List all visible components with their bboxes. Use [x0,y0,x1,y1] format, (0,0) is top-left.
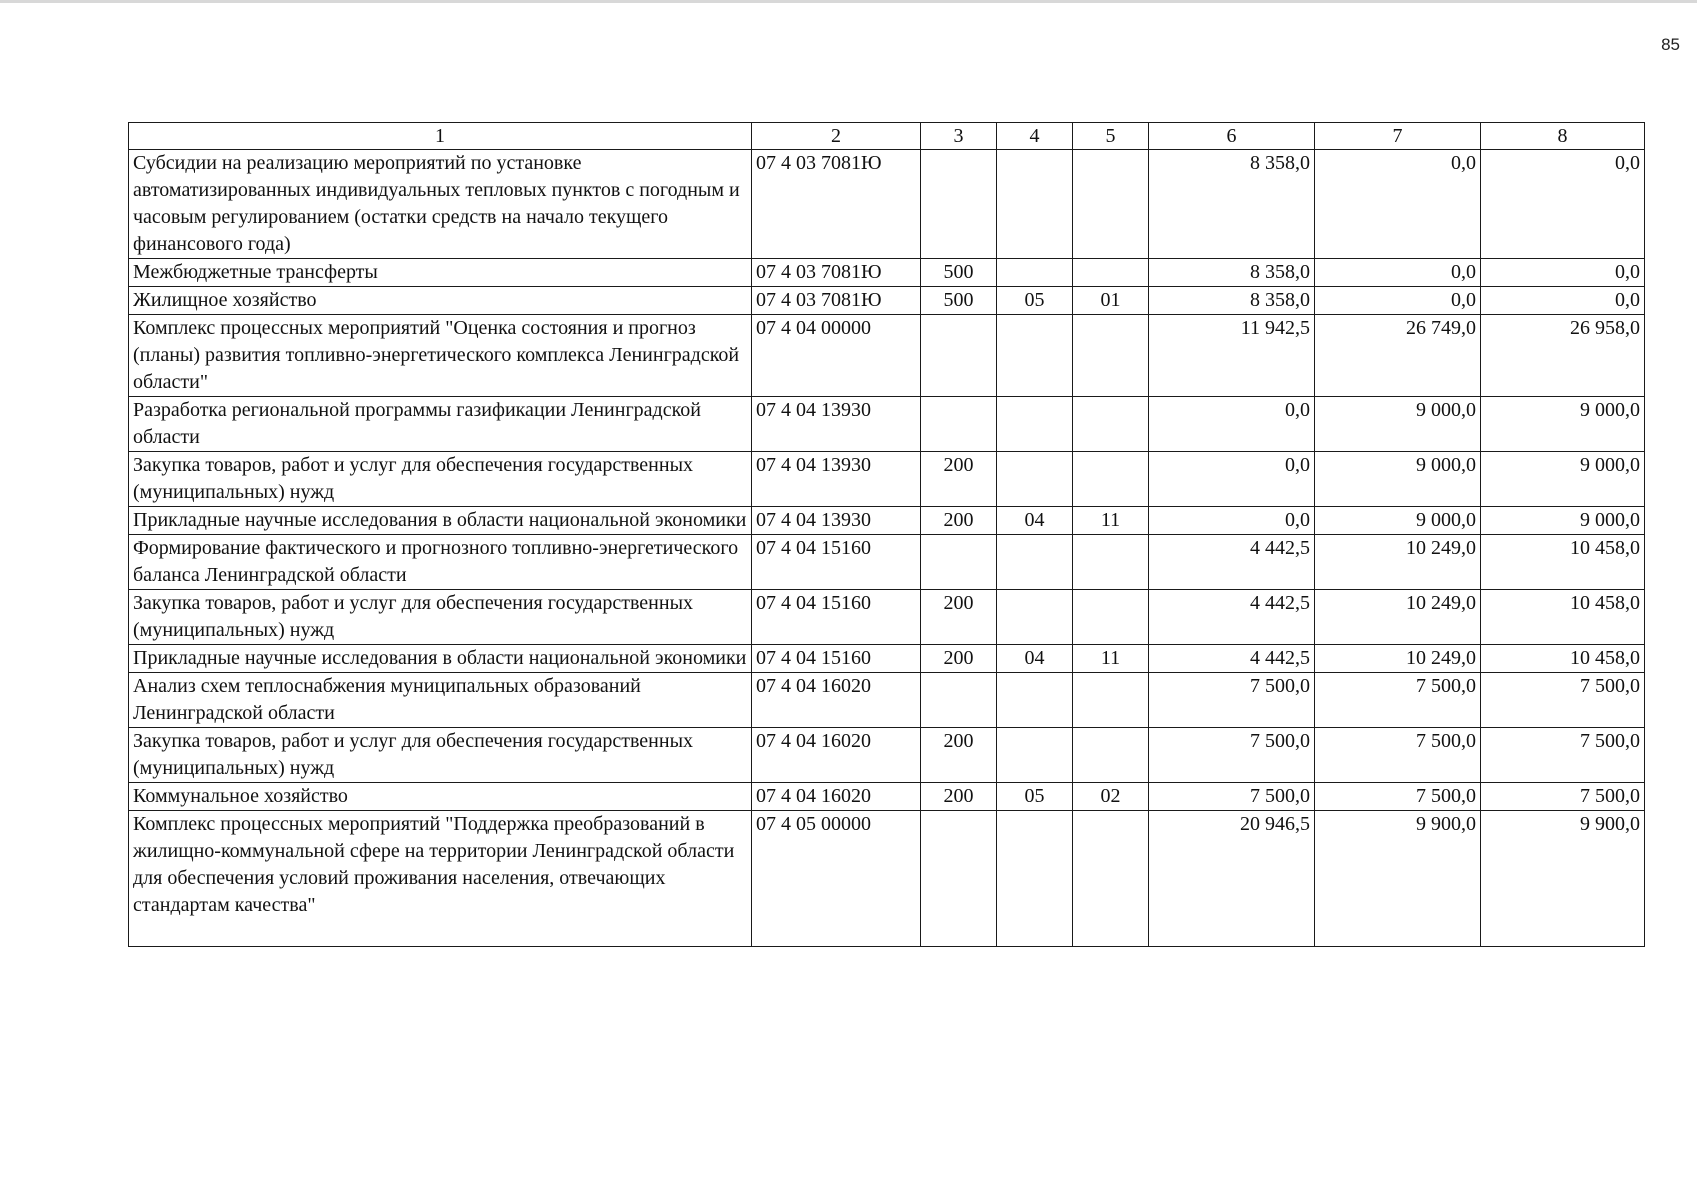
row-name-cell: Анализ схем теплоснабжения муниципальных образований Ленинградской области [129,673,752,728]
row-col4-cell: 04 [997,645,1073,673]
row-col6-value: 4 442,5 [1149,535,1315,590]
row-col4-cell [997,535,1073,590]
row-col6-value: 8 358,0 [1149,259,1315,287]
table-row [129,507,1645,535]
row-col5-cell [1073,259,1149,287]
row-col5-cell [1073,590,1149,645]
row-code-cell: 07 4 04 15160 [752,590,921,645]
column-header-5: 5 [1073,123,1149,150]
row-col4-cell: 05 [997,783,1073,811]
row-col8-value: 7 500,0 [1481,728,1645,783]
row-code-cell: 07 4 04 13930 [752,397,921,452]
row-col7-value: 9 000,0 [1315,397,1481,452]
row-col4-cell [997,315,1073,397]
row-col8-value: 0,0 [1481,259,1645,287]
row-code-cell: 07 4 03 7081Ю [752,287,921,315]
row-col7-value: 0,0 [1315,287,1481,315]
row-col7-value: 9 000,0 [1315,452,1481,507]
column-header-6: 6 [1149,123,1315,150]
row-name-cell: Субсидии на реализацию мероприятий по установке автоматизированных индивидуальных тепловых пунктов с погодным и часовым регулированием (остатки средств на начало текущего финансового года) [129,150,752,259]
row-name-cell: Прикладные научные исследования в области национальной экономики [129,507,752,535]
table-row [129,315,1645,397]
row-col8-value: 10 458,0 [1481,535,1645,590]
row-col8-value: 9 900,0 [1481,811,1645,947]
row-col4-cell [997,673,1073,728]
row-name-cell: Комплекс процессных мероприятий "Оценка состояния и прогноз (планы) развития топливно-энергетического комплекса Ленинградской области" [129,315,752,397]
row-col7-value: 10 249,0 [1315,590,1481,645]
row-code-cell: 07 4 04 00000 [752,315,921,397]
row-col4-cell [997,452,1073,507]
row-col5-cell: 01 [1073,287,1149,315]
row-col3-cell: 500 [921,287,997,315]
table-row [129,728,1645,783]
row-code-cell: 07 4 03 7081Ю [752,259,921,287]
row-col6-value: 8 358,0 [1149,287,1315,315]
row-code-cell: 07 4 04 16020 [752,783,921,811]
row-name-cell: Закупка товаров, работ и услуг для обеспечения государственных (муниципальных) нужд [129,452,752,507]
row-col7-value: 26 749,0 [1315,315,1481,397]
row-code-cell: 07 4 04 13930 [752,507,921,535]
row-code-cell: 07 4 04 15160 [752,535,921,590]
table-row [129,150,1645,259]
row-col3-cell: 500 [921,259,997,287]
row-col5-cell [1073,397,1149,452]
row-col8-value: 7 500,0 [1481,783,1645,811]
table-header-row [129,123,1645,150]
row-col3-cell [921,150,997,259]
row-col8-value: 9 000,0 [1481,507,1645,535]
row-col4-cell [997,728,1073,783]
column-header-4: 4 [997,123,1073,150]
row-name-cell: Прикладные научные исследования в области национальной экономики [129,645,752,673]
table-row [129,783,1645,811]
row-col3-cell [921,315,997,397]
page-number: 85 [1661,35,1680,54]
table-row [129,452,1645,507]
row-col3-cell [921,673,997,728]
row-code-cell: 07 4 04 16020 [752,673,921,728]
column-header-3: 3 [921,123,997,150]
row-col5-cell [1073,315,1149,397]
row-col7-value: 7 500,0 [1315,783,1481,811]
table-row [129,811,1645,947]
table-row [129,287,1645,315]
row-col3-cell: 200 [921,452,997,507]
row-col5-cell [1073,150,1149,259]
row-col7-value: 0,0 [1315,150,1481,259]
row-col4-cell [997,259,1073,287]
row-col6-value: 0,0 [1149,507,1315,535]
row-col3-cell: 200 [921,507,997,535]
row-col8-value: 7 500,0 [1481,673,1645,728]
row-col6-value: 7 500,0 [1149,783,1315,811]
row-code-cell: 07 4 05 00000 [752,811,921,947]
row-name-cell: Комплекс процессных мероприятий "Поддержка преобразований в жилищно-коммунальной сфере на территории Ленинградской области для обеспечения условий проживания населения, отвечающих стандартам качества" [129,811,752,947]
row-col3-cell: 200 [921,645,997,673]
row-col8-value: 0,0 [1481,150,1645,259]
row-col5-cell: 11 [1073,507,1149,535]
row-name-cell: Разработка региональной программы газификации Ленинградской области [129,397,752,452]
table-row [129,673,1645,728]
row-col5-cell [1073,535,1149,590]
row-col6-value: 8 358,0 [1149,150,1315,259]
row-col4-cell [997,150,1073,259]
row-col6-value: 0,0 [1149,452,1315,507]
row-col3-cell: 200 [921,783,997,811]
column-header-2: 2 [752,123,921,150]
row-col8-value: 9 000,0 [1481,452,1645,507]
row-col4-cell [997,397,1073,452]
row-col8-value: 10 458,0 [1481,590,1645,645]
table-row [129,259,1645,287]
row-col3-cell [921,811,997,947]
row-col3-cell [921,535,997,590]
column-header-7: 7 [1315,123,1481,150]
row-col6-value: 7 500,0 [1149,728,1315,783]
row-code-cell: 07 4 04 13930 [752,452,921,507]
row-col5-cell [1073,811,1149,947]
row-col7-value: 10 249,0 [1315,535,1481,590]
row-col3-cell [921,397,997,452]
row-col7-value: 9 900,0 [1315,811,1481,947]
row-col7-value: 9 000,0 [1315,507,1481,535]
row-col6-value: 4 442,5 [1149,645,1315,673]
row-col8-value: 26 958,0 [1481,315,1645,397]
row-code-cell: 07 4 03 7081Ю [752,150,921,259]
row-col6-value: 0,0 [1149,397,1315,452]
table-row [129,645,1645,673]
row-name-cell: Жилищное хозяйство [129,287,752,315]
row-col5-cell: 11 [1073,645,1149,673]
row-col5-cell [1073,728,1149,783]
row-col5-cell [1073,452,1149,507]
table-row [129,535,1645,590]
row-name-cell: Коммунальное хозяйство [129,783,752,811]
row-name-cell: Формирование фактического и прогнозного топливно-энергетического баланса Ленинградской области [129,535,752,590]
row-code-cell: 07 4 04 16020 [752,728,921,783]
row-col3-cell: 200 [921,728,997,783]
row-col3-cell: 200 [921,590,997,645]
scan-top-edge [0,0,1697,3]
row-col7-value: 0,0 [1315,259,1481,287]
row-col5-cell [1073,673,1149,728]
row-col6-value: 7 500,0 [1149,673,1315,728]
row-col4-cell: 05 [997,287,1073,315]
row-col7-value: 10 249,0 [1315,645,1481,673]
table-row [129,590,1645,645]
row-name-cell: Межбюджетные трансферты [129,259,752,287]
row-col6-value: 11 942,5 [1149,315,1315,397]
table-row [129,397,1645,452]
row-col4-cell [997,590,1073,645]
row-name-cell: Закупка товаров, работ и услуг для обеспечения государственных (муниципальных) нужд [129,728,752,783]
row-col4-cell [997,811,1073,947]
row-col7-value: 7 500,0 [1315,728,1481,783]
row-col4-cell: 04 [997,507,1073,535]
row-name-cell: Закупка товаров, работ и услуг для обеспечения государственных (муниципальных) нужд [129,590,752,645]
row-col6-value: 4 442,5 [1149,590,1315,645]
row-col8-value: 0,0 [1481,287,1645,315]
row-col8-value: 10 458,0 [1481,645,1645,673]
row-col8-value: 9 000,0 [1481,397,1645,452]
row-col5-cell: 02 [1073,783,1149,811]
row-col6-value: 20 946,5 [1149,811,1315,947]
row-code-cell: 07 4 04 15160 [752,645,921,673]
row-col7-value: 7 500,0 [1315,673,1481,728]
budget-table [128,122,1645,947]
column-header-1: 1 [129,123,752,150]
column-header-8: 8 [1481,123,1645,150]
